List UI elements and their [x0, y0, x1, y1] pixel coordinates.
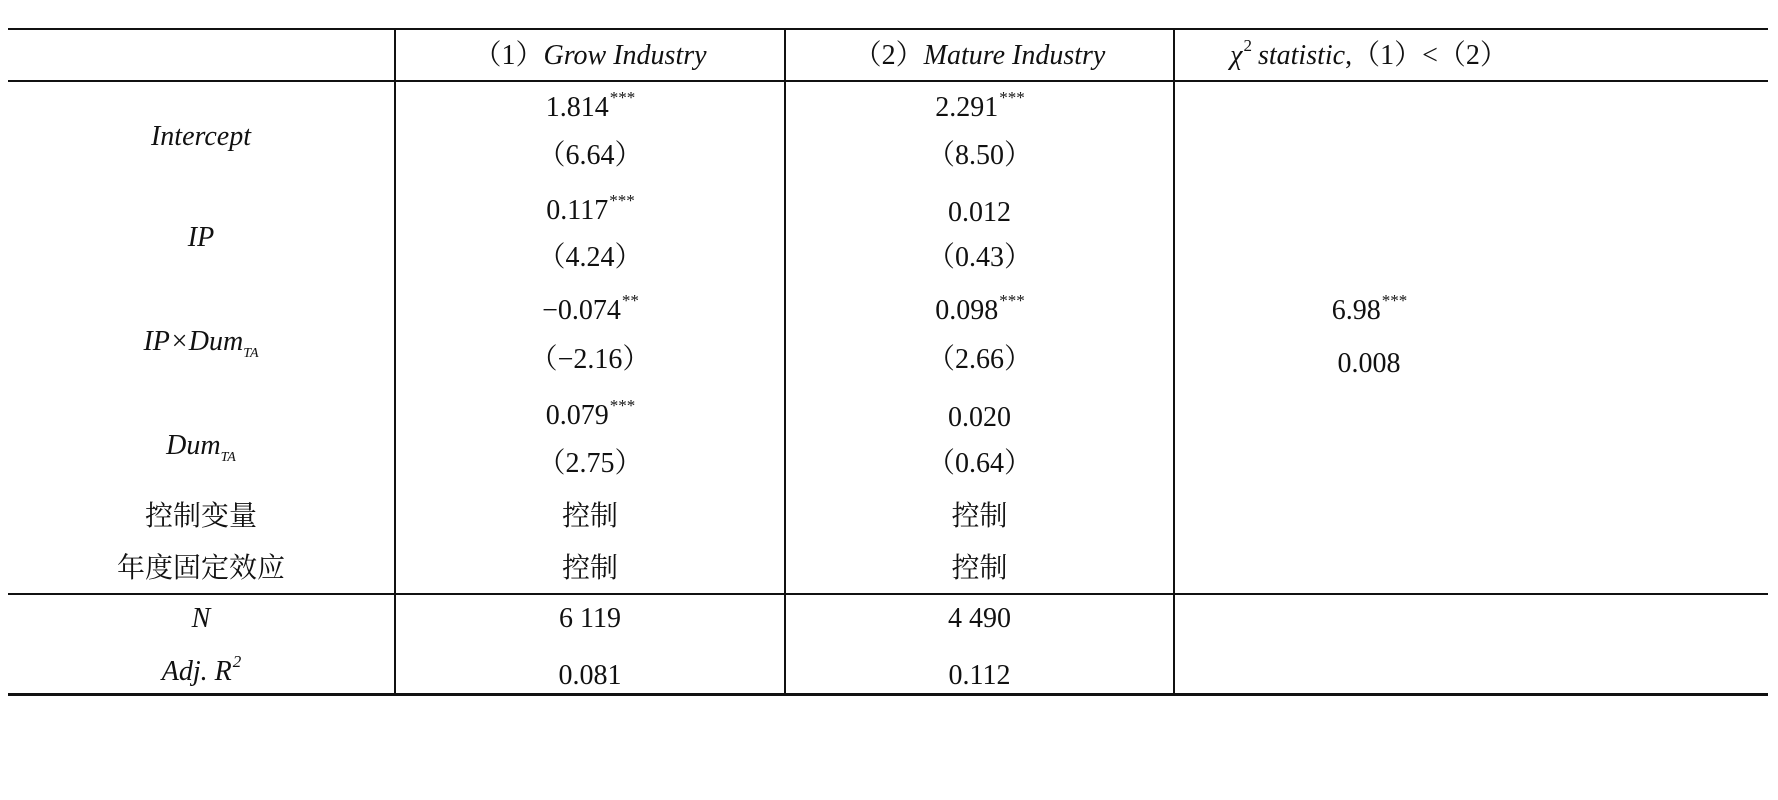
header-col1: [396, 40, 784, 72]
controls-c1: 控制: [561, 499, 618, 532]
ip-c2: [786, 197, 1173, 229]
chi-p-value: 0.008: [1337, 348, 1401, 379]
n-c1: 6 119: [559, 603, 621, 634]
header-col1-num: （1）: [473, 40, 544, 71]
intercept-c2-t: （8.50）: [926, 140, 1032, 171]
adj-r2-c2: 0.112: [948, 660, 1011, 691]
controls-c2: 控制: [951, 499, 1008, 532]
dum-c1-t: （2.75）: [537, 448, 643, 479]
row-label-intercept: Intercept: [150, 121, 252, 152]
intercept-c1-value: 1.814: [545, 92, 609, 123]
dum-c2-t: （0.64）: [926, 448, 1032, 479]
header-chi-symbol: χ: [1230, 40, 1243, 71]
intercept-c1: [396, 88, 784, 124]
ip-c1-t: （4.24）: [537, 242, 643, 273]
row-label-ip: IP: [187, 222, 215, 253]
year-fe-c2: 控制: [951, 551, 1008, 584]
ip-c2-value: 0.012: [948, 197, 1011, 228]
row-label-adj-r2: [8, 652, 394, 688]
intercept-c2: [786, 88, 1173, 124]
dum-c2-value: 0.020: [948, 402, 1011, 433]
adj-r2-c1: 0.081: [558, 660, 622, 691]
row-label-n: N: [191, 603, 211, 634]
intercept-c1-t: （6.64）: [537, 140, 643, 171]
dum-c1: [396, 396, 784, 432]
ip-dum-c2: [786, 291, 1173, 327]
stats-rule: [8, 593, 1768, 595]
ip-dum-c2-sig: ***: [999, 291, 1025, 310]
header-chi-sup: 2: [1243, 36, 1252, 55]
ip-dum-c1-sig: **: [621, 291, 639, 310]
header-col2: [786, 40, 1173, 72]
top-rule: [8, 28, 1768, 30]
header-col3: [1175, 36, 1563, 72]
header-col1-label: Grow Industry: [543, 40, 707, 71]
ip-dum-c2-t: （2.66）: [926, 344, 1032, 375]
chi-statistic-sig: ***: [1381, 291, 1408, 310]
adj-r2-label-sup: 2: [232, 652, 242, 671]
dum-label-sub: TA: [220, 450, 236, 465]
dum-c1-value: 0.079: [545, 400, 609, 431]
bottom-rule: [8, 693, 1768, 696]
ip-c1-sig: ***: [609, 191, 635, 210]
regression-table: [8, 28, 1768, 790]
ip-c1: [396, 191, 784, 227]
intercept-c2-sig: ***: [999, 88, 1025, 107]
dum-label-text: Dum: [166, 430, 221, 461]
row-label-ip-dum: [8, 326, 394, 361]
ip-dum-c2-value: 0.098: [935, 295, 999, 326]
n-c2: 4 490: [948, 603, 1011, 634]
dum-c1-sig: ***: [609, 396, 636, 415]
ip-dum-label-sub: TA: [243, 346, 259, 361]
header-col2-label: Mature Industry: [923, 40, 1106, 71]
row-label-dum: [8, 430, 394, 465]
header-rule: [8, 80, 1768, 82]
chi-statistic: [1175, 291, 1563, 327]
dum-c2: [786, 402, 1173, 434]
header-col2-num: （2）: [853, 40, 924, 71]
ip-dum-c1-value: −0.074: [542, 295, 621, 326]
row-label-year-fe: 年度固定效应: [116, 551, 285, 584]
ip-dum-c1: [396, 291, 784, 327]
ip-dum-c1-t: （−2.16）: [529, 344, 651, 375]
intercept-c2-value: 2.291: [935, 92, 999, 123]
ip-c1-value: 0.117: [546, 195, 609, 226]
chi-statistic-value: 6.98: [1331, 295, 1381, 326]
row-label-controls: 控制变量: [144, 499, 257, 532]
header-col3-label: statistic: [1250, 40, 1346, 71]
ip-dum-label-text: IP×Dum: [143, 326, 244, 357]
header-col3-comparison: ,（1）<（2）: [1345, 40, 1508, 71]
ip-c2-t: （0.43）: [926, 242, 1032, 273]
year-fe-c1: 控制: [561, 551, 618, 584]
adj-r2-label-text: Adj. R: [161, 656, 232, 687]
intercept-c1-sig: ***: [609, 88, 636, 107]
